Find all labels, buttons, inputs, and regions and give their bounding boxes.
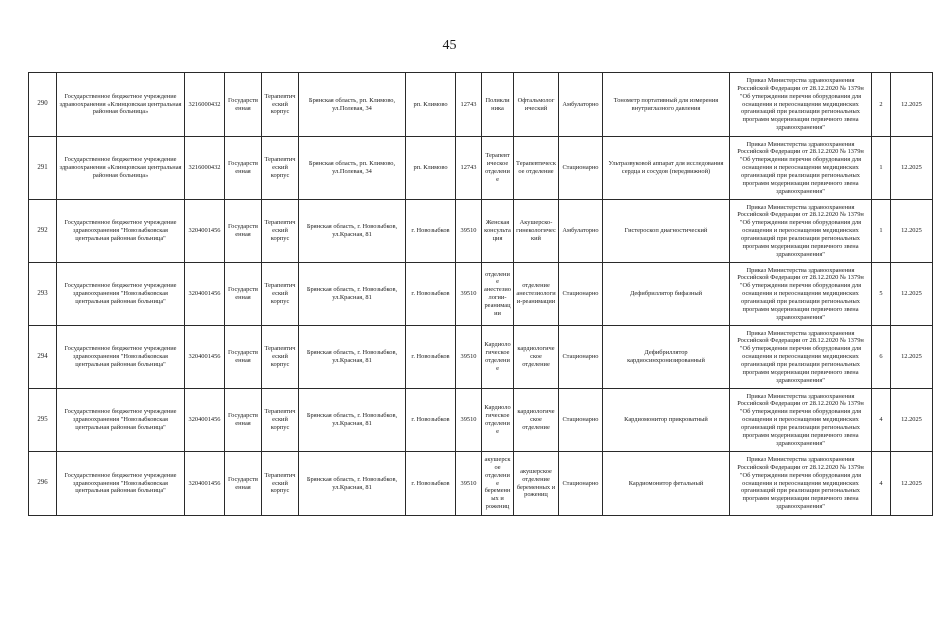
department: Поликлиника	[482, 73, 514, 137]
institution-name: Государственное бюджетное учреждение здравоохранения "Новозыбковская центральная районная больница"	[57, 452, 185, 516]
equipment-name: Тонометр портативный для измерения внутриглазного давления	[603, 73, 730, 137]
address: Брянская область, г. Новозыбков, ул.Красная, 81	[299, 389, 406, 452]
table-row	[29, 326, 933, 389]
settlement: г. Новозыбков	[406, 389, 456, 452]
row-number: 291	[29, 137, 57, 200]
institution-name: Государственное бюджетное учреждение здравоохранения "Новозыбковская центральная районная больница"	[57, 389, 185, 452]
quantity: 4	[872, 452, 891, 516]
department: Кардиологическое отделение	[482, 326, 514, 389]
inn-code: 3204001456	[185, 389, 225, 452]
row-number: 292	[29, 200, 57, 263]
medical-unit: отделение анестезиологии-реанимации	[514, 263, 559, 326]
address: Брянская область, г. Новозыбков, ул.Красная, 81	[299, 200, 406, 263]
address: Брянская область, г. Новозыбков, ул.Красная, 81	[299, 326, 406, 389]
delivery-date: 12.2025	[891, 200, 933, 263]
quantity: 1	[872, 137, 891, 200]
department: отделение анестезиологии-реанимации	[482, 263, 514, 326]
building-name: Терапевтический корпус	[262, 389, 299, 452]
legal-basis: Приказ Министерства здравоохранения Российской Федерации от 28.12.2020 № 1379н "Об утверждении перечня оборудования для оснащения и переоснащения медицинских организаций при реализации региональных программ модернизации первичного звена здравоохранения"	[730, 137, 872, 200]
delivery-date: 12.2025	[891, 452, 933, 516]
equipment-name: Кардиомонитор фетальный	[603, 452, 730, 516]
building-name: Терапевтический корпус	[262, 200, 299, 263]
inn-code: 3204001456	[185, 200, 225, 263]
settlement-code: 12743	[456, 73, 482, 137]
inn-code: 3204001456	[185, 452, 225, 516]
quantity: 1	[872, 200, 891, 263]
equipment-name: Дефибриллятор кардиосинхронизированный	[603, 326, 730, 389]
care-type: Стационарно	[559, 452, 603, 516]
ownership-form: Государственная	[225, 326, 262, 389]
building-name: Терапевтический корпус	[262, 73, 299, 137]
care-type: Амбулаторно	[559, 73, 603, 137]
address: Брянская область, г. Новозыбков, ул.Красная, 81	[299, 452, 406, 516]
institution-name: Государственное бюджетное учреждение здравоохранения "Новозыбковская центральная районная больница"	[57, 263, 185, 326]
department: Женская консультация	[482, 200, 514, 263]
equipment-name: Дефибриллятор бифазный	[603, 263, 730, 326]
ownership-form: Государственная	[225, 200, 262, 263]
table-row	[29, 200, 933, 263]
page-number: 45	[442, 38, 457, 53]
medical-unit: кардиологическое отделение	[514, 389, 559, 452]
settlement-code: 39510	[456, 389, 482, 452]
institution-name: Государственное бюджетное учреждение здравоохранения "Новозыбковская центральная районная больница"	[57, 326, 185, 389]
settlement-code: 39510	[456, 452, 482, 516]
medical-unit: Акушерско-гинекологический	[514, 200, 559, 263]
delivery-date: 12.2025	[891, 326, 933, 389]
address: Брянская область, г. Новозыбков, ул.Красная, 81	[299, 263, 406, 326]
equipment-table	[28, 72, 933, 516]
care-type: Стационарно	[559, 389, 603, 452]
table-row	[29, 263, 933, 326]
building-name: Терапевтический корпус	[262, 452, 299, 516]
table-row	[29, 389, 933, 452]
institution-name: Государственное бюджетное учреждение здравоохранения «Клинцовская центральная районная больница»	[57, 137, 185, 200]
quantity: 4	[872, 389, 891, 452]
care-type: Стационарно	[559, 326, 603, 389]
inn-code: 3216000432	[185, 73, 225, 137]
equipment-name: Гистероскоп диагностический	[603, 200, 730, 263]
department: Терапевтическое отделение	[482, 137, 514, 200]
delivery-date: 12.2025	[891, 389, 933, 452]
settlement-code: 12743	[456, 137, 482, 200]
care-type: Стационарно	[559, 263, 603, 326]
address: Брянская область, рп. Климово, ул.Полевая, 34	[299, 73, 406, 137]
department: Кардиологическое отделение	[482, 389, 514, 452]
settlement-code: 39510	[456, 200, 482, 263]
quantity: 2	[872, 73, 891, 137]
department: акушерское отделение беременных и рожениц	[482, 452, 514, 516]
legal-basis: Приказ Министерства здравоохранения Российской Федерации от 28.12.2020 № 1379н "Об утверждении перечня оборудования для оснащения и переоснащения медицинских организаций при реализации региональных программ модернизации первичного звена здравоохранения"	[730, 263, 872, 326]
ownership-form: Государственная	[225, 137, 262, 200]
quantity: 6	[872, 326, 891, 389]
table-row	[29, 73, 933, 137]
institution-name: Государственное бюджетное учреждение здравоохранения "Новозыбковская центральная районная больница"	[57, 200, 185, 263]
inn-code: 3216000432	[185, 137, 225, 200]
delivery-date: 12.2025	[891, 73, 933, 137]
building-name: Терапевтический корпус	[262, 326, 299, 389]
address: Брянская область, рп. Климово, ул.Полевая, 34	[299, 137, 406, 200]
table-row	[29, 137, 933, 200]
delivery-date: 12.2025	[891, 137, 933, 200]
inn-code: 3204001456	[185, 326, 225, 389]
medical-unit: акушерское отделение беременных и рожениц	[514, 452, 559, 516]
equipment-name: Кардиомонитор прикроватный	[603, 389, 730, 452]
settlement-code: 39510	[456, 263, 482, 326]
medical-unit: Офтальмологический	[514, 73, 559, 137]
quantity: 5	[872, 263, 891, 326]
row-number: 294	[29, 326, 57, 389]
row-number: 290	[29, 73, 57, 137]
delivery-date: 12.2025	[891, 263, 933, 326]
inn-code: 3204001456	[185, 263, 225, 326]
row-number: 296	[29, 452, 57, 516]
building-name: Терапевтический корпус	[262, 263, 299, 326]
table-row	[29, 452, 933, 516]
settlement-code: 39510	[456, 326, 482, 389]
settlement: г. Новозыбков	[406, 452, 456, 516]
care-type: Стационарно	[559, 137, 603, 200]
settlement: г. Новозыбков	[406, 326, 456, 389]
building-name: Терапевтический корпус	[262, 137, 299, 200]
legal-basis: Приказ Министерства здравоохранения Российской Федерации от 28.12.2020 № 1379н "Об утверждении перечня оборудования для оснащения и переоснащения медицинских организаций при реализации региональных программ модернизации первичного звена здравоохранения"	[730, 200, 872, 263]
settlement: рп. Климово	[406, 137, 456, 200]
legal-basis: Приказ Министерства здравоохранения Российской Федерации от 28.12.2020 № 1379н "Об утверждении перечня оборудования для оснащения и переоснащения медицинских организаций при реализации региональных программ модернизации первичного звена здравоохранения"	[730, 73, 872, 137]
ownership-form: Государственная	[225, 73, 262, 137]
settlement: г. Новозыбков	[406, 263, 456, 326]
medical-unit: кардиологическое отделение	[514, 326, 559, 389]
ownership-form: Государственная	[225, 389, 262, 452]
settlement: рп. Климово	[406, 73, 456, 137]
ownership-form: Государственная	[225, 263, 262, 326]
care-type: Амбулаторно	[559, 200, 603, 263]
row-number: 293	[29, 263, 57, 326]
institution-name: Государственное бюджетное учреждение здравоохранения «Клинцовская центральная районная больница»	[57, 73, 185, 137]
legal-basis: Приказ Министерства здравоохранения Российской Федерации от 28.12.2020 № 1379н "Об утверждении перечня оборудования для оснащения и переоснащения медицинских организаций при реализации региональных программ модернизации первичного звена здравоохранения"	[730, 389, 872, 452]
settlement: г. Новозыбков	[406, 200, 456, 263]
legal-basis: Приказ Министерства здравоохранения Российской Федерации от 28.12.2020 № 1379н "Об утверждении перечня оборудования для оснащения и переоснащения медицинских организаций при реализации региональных программ модернизации первичного звена здравоохранения"	[730, 452, 872, 516]
ownership-form: Государственная	[225, 452, 262, 516]
row-number: 295	[29, 389, 57, 452]
medical-unit: Терапевтическое отделение	[514, 137, 559, 200]
equipment-name: Ультразвуковой аппарат для исследования сердца и сосудов (передвижной)	[603, 137, 730, 200]
legal-basis: Приказ Министерства здравоохранения Российской Федерации от 28.12.2020 № 1379н "Об утверждении перечня оборудования для оснащения и переоснащения медицинских организаций при реализации региональных программ модернизации первичного звена здравоохранения"	[730, 326, 872, 389]
